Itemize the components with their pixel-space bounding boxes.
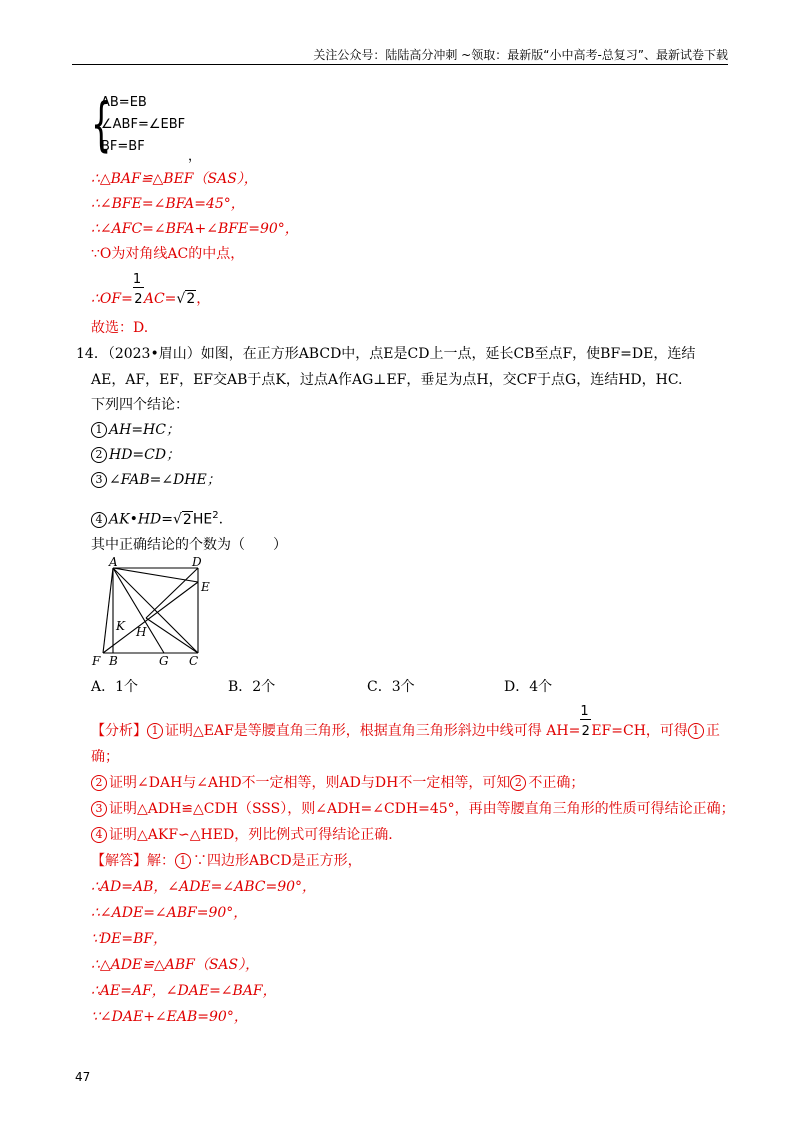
half-fraction [132, 272, 144, 309]
circled-number: 1 [91, 422, 107, 438]
solution-tag: 【解答】解： [91, 853, 175, 869]
solution-line-2: ∴AD=AB，∠ADE=∠ABC=90°， [91, 879, 317, 895]
he-term: HE [192, 511, 213, 528]
sol-line-of [91, 272, 211, 309]
conclusion-3 [91, 471, 221, 489]
of-prefix: ∴OF= [91, 291, 133, 307]
conclusion-4 [91, 507, 223, 529]
analysis-line-1-cont: 确； [91, 749, 119, 765]
option-a: A．1个 [91, 679, 139, 695]
option-b: B．2个 [228, 679, 276, 695]
circled-number: 1 [147, 723, 163, 739]
sqrt-radicand: 2 [182, 511, 192, 528]
solution-line-4: ∵DE=BF， [91, 931, 168, 947]
label-B: B [109, 654, 118, 668]
solution-line-5: ∴△ADE≌△ABF（SAS）， [91, 957, 260, 973]
fraction-denominator: 2 [581, 724, 590, 739]
conclusion-3-text: ∠FAB=∠DHE； [109, 472, 221, 488]
analysis-tag: 【分析】 [91, 723, 147, 739]
edge-AF [103, 568, 113, 653]
circled-number: 4 [91, 512, 107, 528]
sqrt-symbol: √2 [173, 511, 192, 528]
he-exponent: 2 [212, 510, 219, 521]
analysis-line-3 [91, 800, 735, 818]
conclusion-1-text: AH=HC； [109, 422, 180, 438]
question-14-line-1: 14．（2023•眉山）如图，在正方形ABCD中，点E是CD上一点，延长CB至点F，使BF=DE，连结 [76, 346, 696, 362]
analysis-2-text-2: 不正确； [528, 775, 585, 791]
circled-number: 2 [510, 775, 526, 791]
option-c: C．3个 [367, 679, 415, 695]
sol-line-angle-90: ∴∠AFC=∠BFA+∠BFE=90°， [91, 221, 299, 237]
analysis-4-text: 证明△AKF∽△HED，列比例式可得结论正确. [109, 827, 393, 843]
question-14-line-3: 下列四个结论： [91, 397, 189, 413]
half-fraction [580, 704, 591, 741]
page-header: 关注公众号：陆陆高分冲刺 ~领取：最新版“小中高考-总复习”、最新试卷下载 [313, 48, 728, 62]
of-mid: AC= [143, 291, 177, 307]
label-A: A [109, 555, 118, 569]
analysis-line-4 [91, 826, 393, 844]
question-ask: 其中正确结论的个数为（ ） [91, 537, 287, 553]
fraction-numerator: 1 [132, 272, 142, 287]
conclusion-1 [91, 421, 180, 439]
analysis-line-2 [91, 774, 584, 792]
circled-number: 1 [175, 853, 191, 869]
circled-number: 2 [91, 447, 107, 463]
analysis-2-text: 证明∠DAH与∠AHD不一定相等，则AD与DH不一定相等，可知 [109, 775, 511, 791]
circled-number: 3 [91, 801, 107, 817]
conclusion-4-end: . [218, 511, 224, 528]
analysis-1-text-2: EF=CH，可得 [591, 723, 688, 739]
fraction-denominator: 2 [134, 292, 143, 307]
solution-line-3: ∴∠ADE=∠ABF=90°， [91, 905, 248, 921]
option-d: D．4个 [504, 679, 553, 695]
sqrt-symbol: √2 [176, 291, 196, 307]
solution-line-6: ∴AE=AF，∠DAE=∠BAF， [91, 983, 277, 999]
geometry-figure [89, 555, 219, 670]
label-F: F [92, 654, 101, 668]
answer-line: 故选：D. [91, 320, 149, 336]
sqrt-radicand: 2 [186, 291, 196, 307]
label-E: E [201, 580, 210, 594]
fraction-bar [580, 719, 591, 720]
label-H: H [136, 625, 147, 639]
conclusion-4-text: AK•HD= [109, 511, 173, 528]
system-row-3: BF=BF [101, 139, 145, 154]
solution-1-text: ∵四边形ABCD是正方形， [193, 853, 362, 869]
system-comma: ， [188, 149, 202, 164]
conclusion-2 [91, 446, 180, 464]
analysis-3-text: 证明△ADH≌△CDH（SSS），则∠ADH=∠CDH=45°，再由等腰直角三角形的性质可得结论正确； [109, 801, 735, 817]
header-rule [72, 64, 728, 65]
label-C: C [189, 654, 199, 668]
of-end: ， [196, 291, 211, 307]
label-D: D [192, 555, 202, 569]
conclusion-2-text: HD=CD； [109, 447, 181, 463]
system-row-1: AB=EB [101, 95, 147, 110]
congruence-system [91, 90, 202, 164]
analysis-1-text-3: 正 [705, 723, 720, 739]
fraction-bar [133, 287, 144, 288]
analysis-1-text: 证明△EAF是等腰直角三角形，根据直角三角形斜边中线可得 AH= [165, 723, 581, 739]
left-brace: { [91, 90, 112, 158]
edge-HD [146, 568, 198, 618]
system-row-2: ∠ABF=∠EBF [101, 117, 186, 132]
fraction-numerator: 1 [580, 704, 589, 719]
circled-number: 2 [91, 775, 107, 791]
page-number: 47 [75, 1070, 91, 1084]
sol-line-midpoint: ∵O为对角线AC的中点， [91, 246, 245, 262]
edge-FE [103, 582, 198, 653]
sol-line-angle-45: ∴∠BFE=∠BFA=45°， [91, 196, 245, 212]
circled-number: 3 [91, 472, 107, 488]
solution-line-1 [91, 852, 362, 870]
question-14-line-2: AE，AF，EF，EF交AB于点K，过点A作AG⊥EF，垂足为点H，交CF于点G，连结HD，HC. [91, 372, 683, 388]
square-diagram [89, 555, 219, 670]
circled-number: 1 [688, 723, 704, 739]
sol-line-congruent: ∴△BAF≌△BEF（SAS）， [91, 171, 258, 187]
label-K: K [116, 619, 125, 633]
analysis-line-1 [91, 704, 720, 741]
label-G: G [159, 654, 169, 668]
circled-number: 4 [91, 827, 107, 843]
solution-line-7: ∵∠DAE+∠EAB=90°， [91, 1009, 248, 1025]
